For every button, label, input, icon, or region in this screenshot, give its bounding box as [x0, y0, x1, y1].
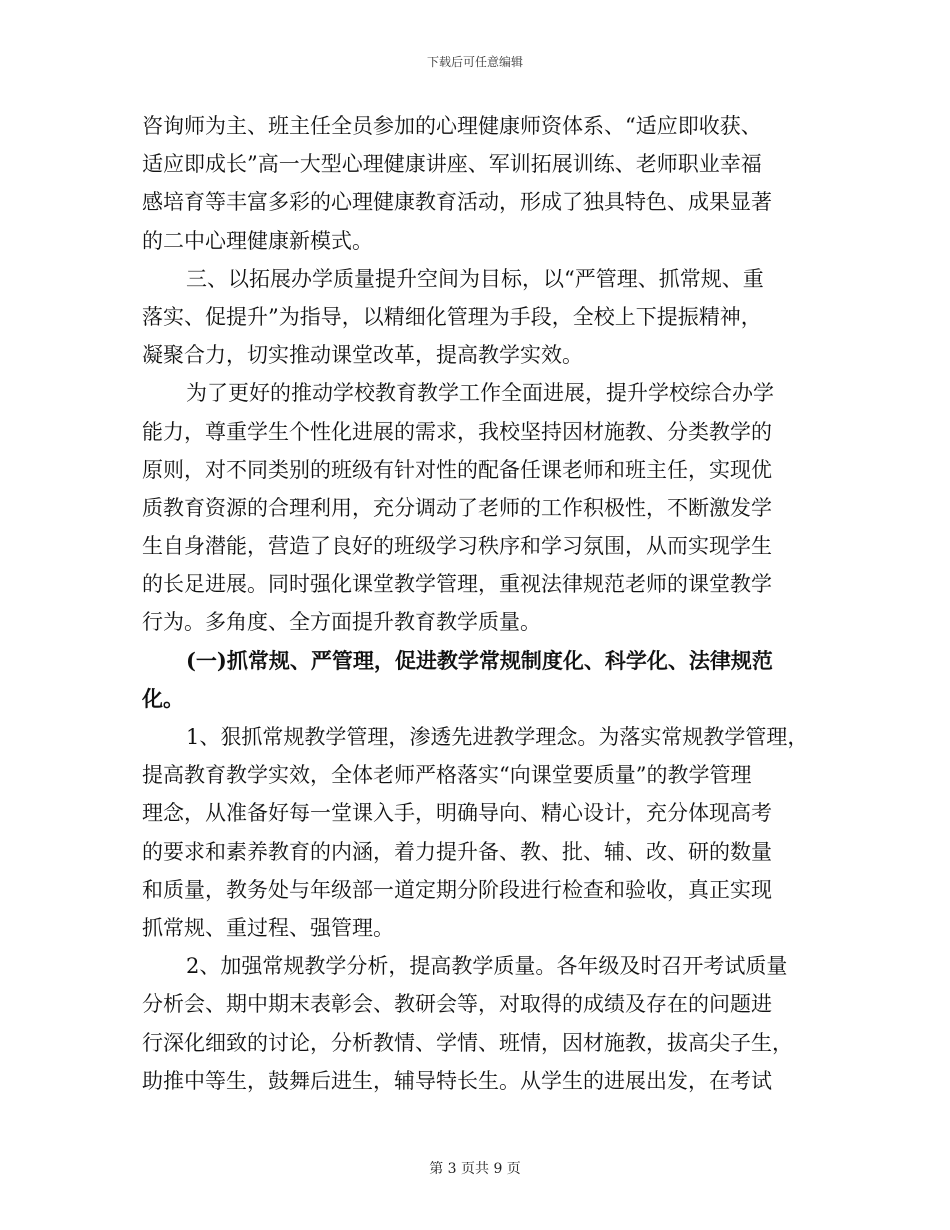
- text-line: 化。: [142, 685, 184, 711]
- text-line: 咨询师为主、班主任全员参加的心理健康师资体系、“适应即收获、: [142, 114, 762, 138]
- text-line: 的二中心理健康新模式。: [142, 228, 373, 253]
- page-header: 下载后可任意编辑: [426, 55, 523, 69]
- text-line: 生自身潜能，营造了良好的班级学习秩序和学习氛围，从而实现学生: [142, 534, 772, 559]
- text-line: 2、加强常规教学分析，提高教学质量。各年级及时召开考试质量: [186, 954, 788, 979]
- text-line: 1、狠抓常规教学管理，渗透先进教学理念。为落实常规教学管理，: [186, 725, 809, 749]
- text-line: 三、以拓展办学质量提升空间为目标，以“严管理、抓常规、重: [186, 266, 764, 291]
- page-footer: 第 3 页共 9 页: [429, 1161, 521, 1177]
- text-line: 提高教育教学实效，全体老师严格落实“向课堂要质量”的教学管理: [142, 763, 752, 788]
- text-line: 能力，尊重学生个性化进展的需求，我校坚持因材施教、分类教学的: [142, 419, 772, 444]
- document-body: [142, 107, 812, 1100]
- text-line: 感培育等丰富多彩的心理健康教育活动，形成了独具特色、成果显著: [142, 190, 772, 215]
- text-line: (一)抓常规、严管理，促进教学常规制度化、科学化、法律规范: [186, 647, 773, 673]
- text-line: 质教育资源的合理利用，充分调动了老师的工作积极性，不断激发学: [142, 495, 772, 520]
- text-line: 助推中等生，鼓舞后进生，辅导特长生。从学生的进展出发，在考试: [142, 1068, 772, 1093]
- text-line: 抓常规、重过程、强管理。: [142, 915, 394, 940]
- text-line: 行为。多角度、全方面提升教育教学质量。: [142, 610, 541, 635]
- text-line: 适应即成长”高一大型心理健康讲座、军训拓展训练、老师职业幸福: [142, 152, 762, 177]
- text-line: 的长足进展。同时强化课堂教学管理，重视法律规范老师的课堂教学: [142, 572, 772, 597]
- text-line: 行深化细致的讨论，分析教情、学情、班情，因材施教，拔高尖子生，: [142, 1030, 793, 1055]
- text-line: 原则，对不同类别的班级有针对性的配备任课老师和班主任，实现优: [142, 457, 772, 482]
- text-line: 分析会、期中期末表彰会、教研会等，对取得的成绩及存在的问题进: [142, 992, 772, 1017]
- text-line: 理念，从准备好每一堂课入手，明确导向、精心设计，充分体现高考: [142, 801, 772, 826]
- text-line: 的要求和素养教育的内涵，着力提升备、教、批、辅、改、研的数量: [142, 839, 772, 864]
- text-line: 为了更好的推动学校教育教学工作全面进展，提升学校综合办学: [186, 381, 774, 406]
- text-line: 落实、促提升”为指导，以精细化管理为手段，全校上下提振精神，: [142, 304, 762, 329]
- text-line: 和质量，教务处与年级部一道定期分阶段进行检查和验收，真正实现: [142, 877, 772, 902]
- text-line: 凝聚合力，切实推动课堂改革，提高教学实效。: [142, 343, 583, 368]
